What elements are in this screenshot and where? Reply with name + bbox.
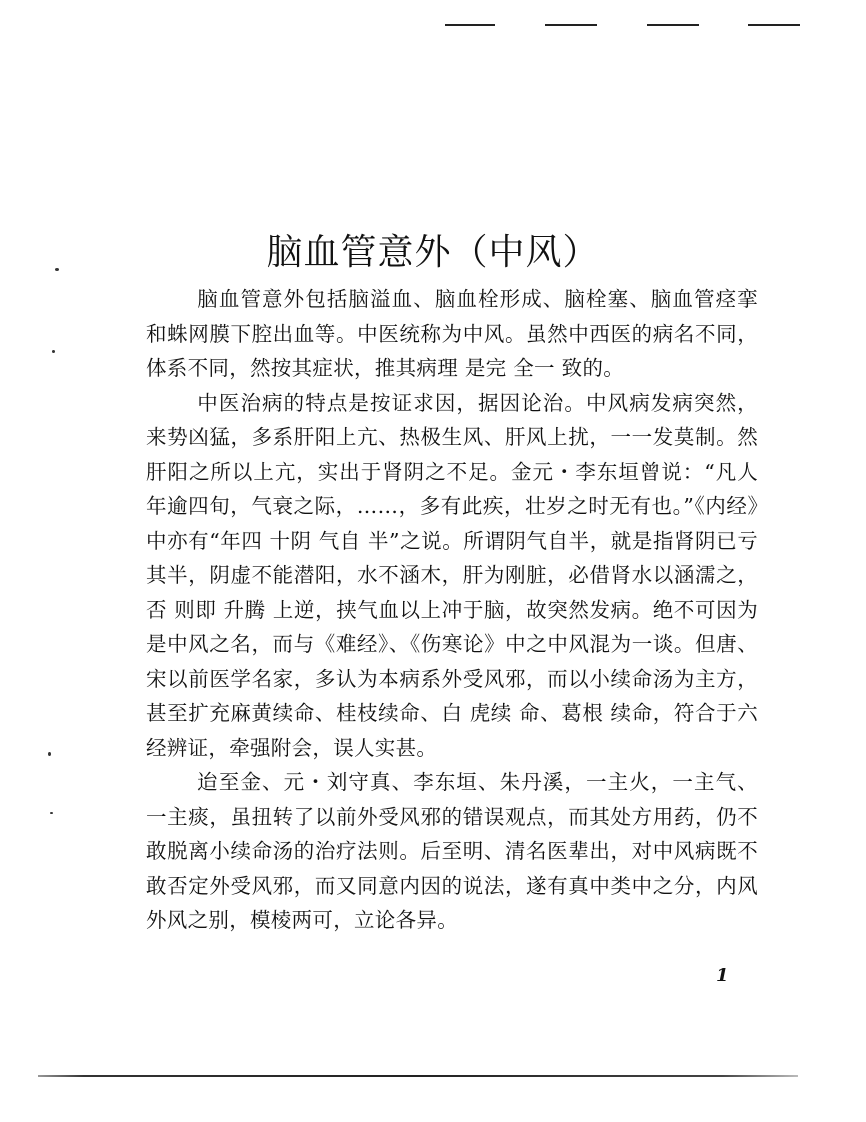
paragraph: 脑血管意外包括脑溢血、脑血栓形成、脑栓塞、脑血管痉挛和蛛网膜下腔出血等。中医统称为中风。虽然中西医的病名不同，体系不同，然按其症状，推其病理 是完 全一 致的。 [146, 287, 758, 380]
header-rule [647, 24, 699, 26]
footer-rule [38, 1075, 798, 1077]
paragraph: 迨至金、元・刘守真、李东垣、朱丹溪，一主火，一主气、一主痰，虽扭转了以前外受风邪的错误观点，而其处方用药，仍不敢脱离小续命汤的治疗法则。后至明、清名医辈出，对中风病既不敢否定外受风邪，而又同意内因的说法，遂有真中类中之分，内风外风之别，模棱两可，立论各异。 [146, 770, 758, 932]
scan-speck [50, 812, 53, 814]
scan-speck [52, 350, 55, 353]
header-rule [748, 24, 800, 26]
page-title: 脑血管意外（中风） [266, 232, 600, 274]
header-rule [545, 24, 597, 26]
header-rule [445, 24, 495, 26]
page-number: 1 [716, 965, 729, 986]
paragraph: 中医治病的特点是按证求因，据因论治。中风病发病突然，来势凶猛，多系肝阳上亢、热极生风、肝风上扰，一一发莫制。然肝阳之所以上亢，实出于肾阴之不足。金元・李东垣曾说：“凡人年逾四旬，气衰之际，……，多有此疾，壮岁之时无有也。”《内经》中亦有“年四 十阴 气自 半”之说。所谓阴气自半，就是指肾阴已亏其半，阴虚不能潜阳，水不涵木，肝为刚脏，必借肾水以涵濡之，否 则即 升腾 上逆，挟气血以上冲于脑，故突然发病。绝不可因为是中风之名，而与《难经》、《伤寒论》中之中风混为一谈。但唐、宋以前医学名家，多认为本病系外受风邪，而以小续命汤为主方，甚至扩充麻黄续命、桂枝续命、白 虎续 命、葛根 续命，符合于六经辨证，牵强附会，误人实甚。 [146, 390, 758, 760]
scan-speck [48, 752, 51, 756]
article-body [146, 282, 758, 938]
